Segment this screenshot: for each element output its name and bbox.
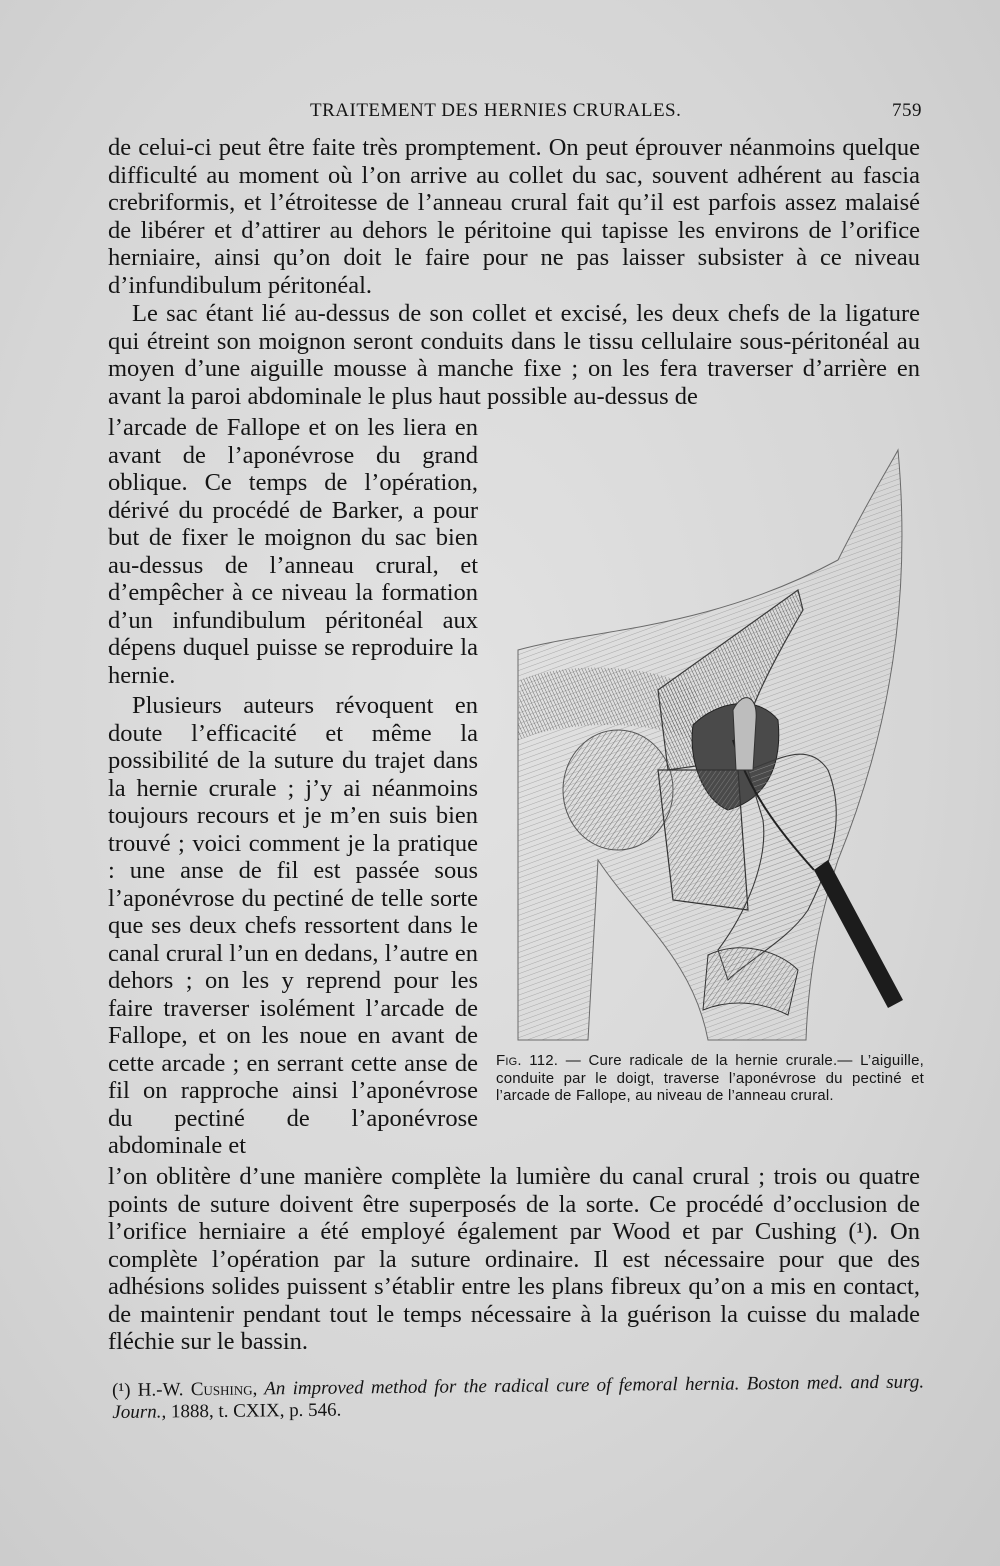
instrument-handle [814, 860, 903, 1008]
surgical-illustration [508, 440, 928, 1050]
footnote [112, 1371, 924, 1424]
caption-text: — Cure radicale de la hernie crurale.— L’aiguille, conduite par le doigt, traverse l’aponévrose du pectiné et l’arcade de Fallope, au niveau de l’anneau crural. [496, 1052, 924, 1104]
footnote-author: Cushing, [190, 1378, 258, 1401]
finger [733, 698, 756, 770]
paragraph-2-top: Le sac étant lié au-dessus de son collet et excisé, les deux chefs de la ligature qui étreint son moignon seront conduits dans le tissu cellulaire sous-péritonéal au moyen d’une aiguille mousse à manche fixe ; on les fera traverser d’arrière en avant la paroi abdominale le plus haut possible au-dessus de [108, 300, 920, 410]
paragraph-3-narrow: Plusieurs auteurs révoquent en doute l’efficacité et même la possibilité de la suture du trajet dans la hernie crurale ; j’y ai néanmoins toujours recours et je m’en suis bien trouvé ; voici comment je la pratique : une anse de fil est passée sous l’aponévrose du pectiné de telle sorte que ses deux chefs ressortent dans le canal crural l’un en dedans, l’autre en dehors ; on les y reprend pour les faire traverser isolément l’arcade de Fallope, et on les noue en avant de cette arcade ; en serrant cette anse de fil on rapproche ainsi l’aponévrose du pectiné de l’aponévrose abdominale et [108, 692, 478, 1159]
paragraph-2-narrow: l’arcade de Fallope et on les liera en avant de l’aponévrose du grand oblique. Ce temps de l’opération, dérivé du procédé de Barker, a pour but de fixer le moignon du sac bien au-dessus de l’anneau crural, et d’empêcher à ce niveau la formation d’un infundibulum péritonéal aux dépens duquel puisse se reproduire la hernie. [108, 414, 478, 689]
footnote-mark: (¹) H.-W. [112, 1379, 191, 1401]
paragraph-3-bottom: l’on oblitère d’une manière complète la lumière du canal crural ; trois ou quatre points de suture doivent être superposés de la sorte. Ce procédé d’occlusion de l’orifice herniaire a été employé également par Wood et par Cushing (¹). On complète l’opération par la suture ordinaire. Il est nécessaire pour que des adhésions solides puissent s’établir entre les plans fibreux qu’on a mis en contact, de maintenir pendant tout le temps nécessaire à la guérison la cuisse du malade fléchie sur le bassin. [108, 1163, 920, 1355]
scrotum-shape [563, 730, 673, 850]
retractor [658, 770, 748, 910]
caption-label: Fig. 112. [496, 1052, 559, 1069]
paragraph-1: de celui-ci peut être faite très promptement. On peut éprouver néanmoins quelque difficulté au moment où l’on arrive au collet du sac, souvent adhérent au fascia crebriformis, et l’étroitesse de l’anneau crural fait qu’il est parfois assez malaisé de libérer et d’attirer au dehors le péritoine qui tapisse les environs de l’orifice herniaire, ainsi qu’on doit le faire pour ne pas laisser subsister à ce niveau d’infundibulum péritonéal. [108, 134, 920, 299]
footnote-rest: 1888, t. CXIX, p. 546. [166, 1399, 342, 1423]
running-title: TRAITEMENT DES HERNIES CRURALES. [310, 100, 682, 121]
figure-caption [496, 1052, 924, 1105]
page-number: 759 [892, 100, 922, 121]
running-header [310, 100, 922, 122]
footnote-title: An improved method for the radical cure of femoral hernia. Boston med. and surg. Journ., [112, 1371, 925, 1423]
